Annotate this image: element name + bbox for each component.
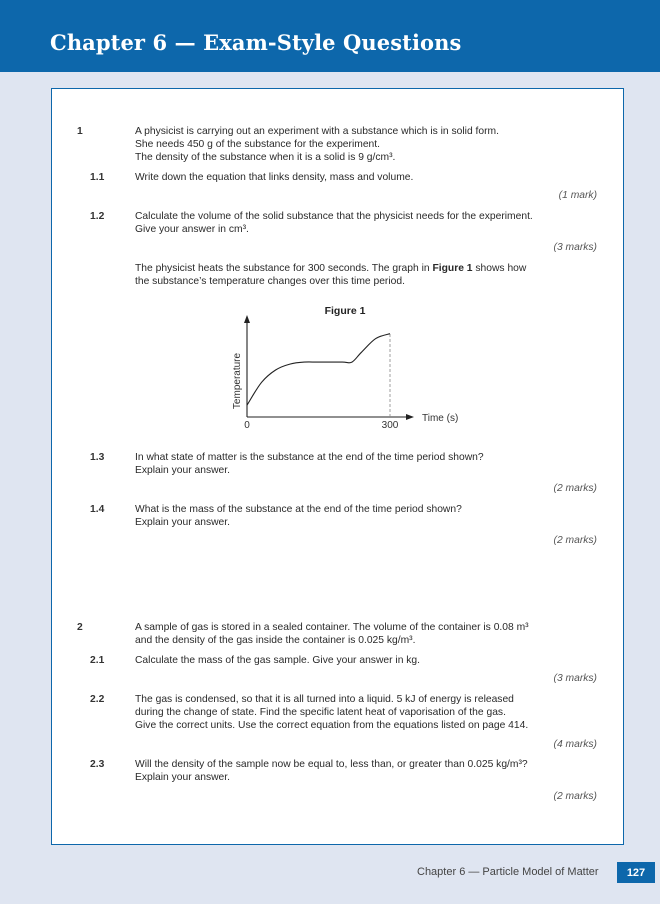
page-number: 127	[617, 862, 655, 883]
x-tick-label: 0	[244, 420, 250, 431]
y-axis-arrow	[244, 315, 250, 323]
part-number: 2.3	[90, 759, 105, 770]
part-number: 1.4	[90, 504, 105, 515]
part-text: Explain your answer.	[135, 517, 231, 528]
part-text: Give the correct units. Use the correct equation from the equations listed on page 414.	[135, 720, 529, 731]
part-text: during the change of state. Find the specific latent heat of vaporisation of the gas.	[135, 707, 506, 718]
x-axis-label: Time (s)	[422, 413, 459, 424]
figure-1	[230, 299, 459, 439]
marks-label: (1 mark)	[558, 190, 597, 201]
context-text: the substance’s temperature changes over this time period.	[135, 276, 405, 287]
marks-label: (4 marks)	[553, 739, 597, 750]
part-number: 1.2	[90, 211, 105, 222]
question-text: She needs 450 g of the substance for the experiment.	[135, 139, 380, 150]
marks-label: (2 marks)	[553, 535, 597, 546]
part-text: Explain your answer.	[135, 772, 231, 783]
questions-panel	[51, 88, 624, 845]
temperature-time-graph	[230, 299, 459, 434]
question-number: 2	[77, 622, 83, 633]
chapter-banner	[0, 0, 660, 72]
x-axis-arrow	[406, 414, 414, 420]
question-text: A physicist is carrying out an experiment with a substance which is in solid form.	[135, 126, 499, 137]
series-line-temperature	[247, 334, 390, 406]
part-text: The gas is condensed, so that it is all turned into a liquid. 5 kJ of energy is released	[135, 694, 514, 705]
figure-reference: Figure 1	[432, 263, 473, 274]
part-text: Explain your answer.	[135, 465, 231, 476]
y-axis-label: Temperature	[232, 352, 243, 410]
marks-label: (3 marks)	[553, 242, 597, 253]
part-text: Calculate the volume of the solid substance that the physicist needs for the experiment.	[135, 211, 533, 222]
x-tick-label: 300	[381, 420, 399, 431]
part-number: 1.1	[90, 172, 105, 183]
question-text: and the density of the gas inside the container is 0.025 kg/m³.	[135, 635, 416, 646]
marks-label: (2 marks)	[553, 791, 597, 802]
marks-label: (2 marks)	[553, 483, 597, 494]
part-text: What is the mass of the substance at the end of the time period shown?	[135, 504, 462, 515]
question-text: The density of the substance when it is a solid is 9 g/cm³.	[135, 152, 396, 163]
part-text: Give your answer in cm³.	[135, 224, 249, 235]
part-text: Will the density of the sample now be equal to, less than, or greater than 0.025 kg/m³?	[135, 759, 528, 770]
context-text: The physicist heats the substance for 300 seconds. The graph in Figure 1 shows how	[135, 263, 527, 274]
question-text: A sample of gas is stored in a sealed container. The volume of the container is 0.08 m³	[135, 622, 529, 633]
page-title: Chapter 6 — Exam-Style Questions	[50, 30, 462, 55]
part-number: 2.2	[90, 694, 105, 705]
marks-label: (3 marks)	[553, 673, 597, 684]
part-text: Calculate the mass of the gas sample. Give your answer in kg.	[135, 655, 421, 666]
question-number: 1	[77, 126, 83, 137]
chart-title: Figure 1	[324, 305, 366, 317]
footer-chapter: Chapter 6 — Particle Model of Matter	[417, 866, 599, 878]
part-text: In what state of matter is the substance at the end of the time period shown?	[135, 452, 484, 463]
part-number: 1.3	[90, 452, 105, 463]
part-number: 2.1	[90, 655, 105, 666]
part-text: Write down the equation that links density, mass and volume.	[135, 172, 414, 183]
